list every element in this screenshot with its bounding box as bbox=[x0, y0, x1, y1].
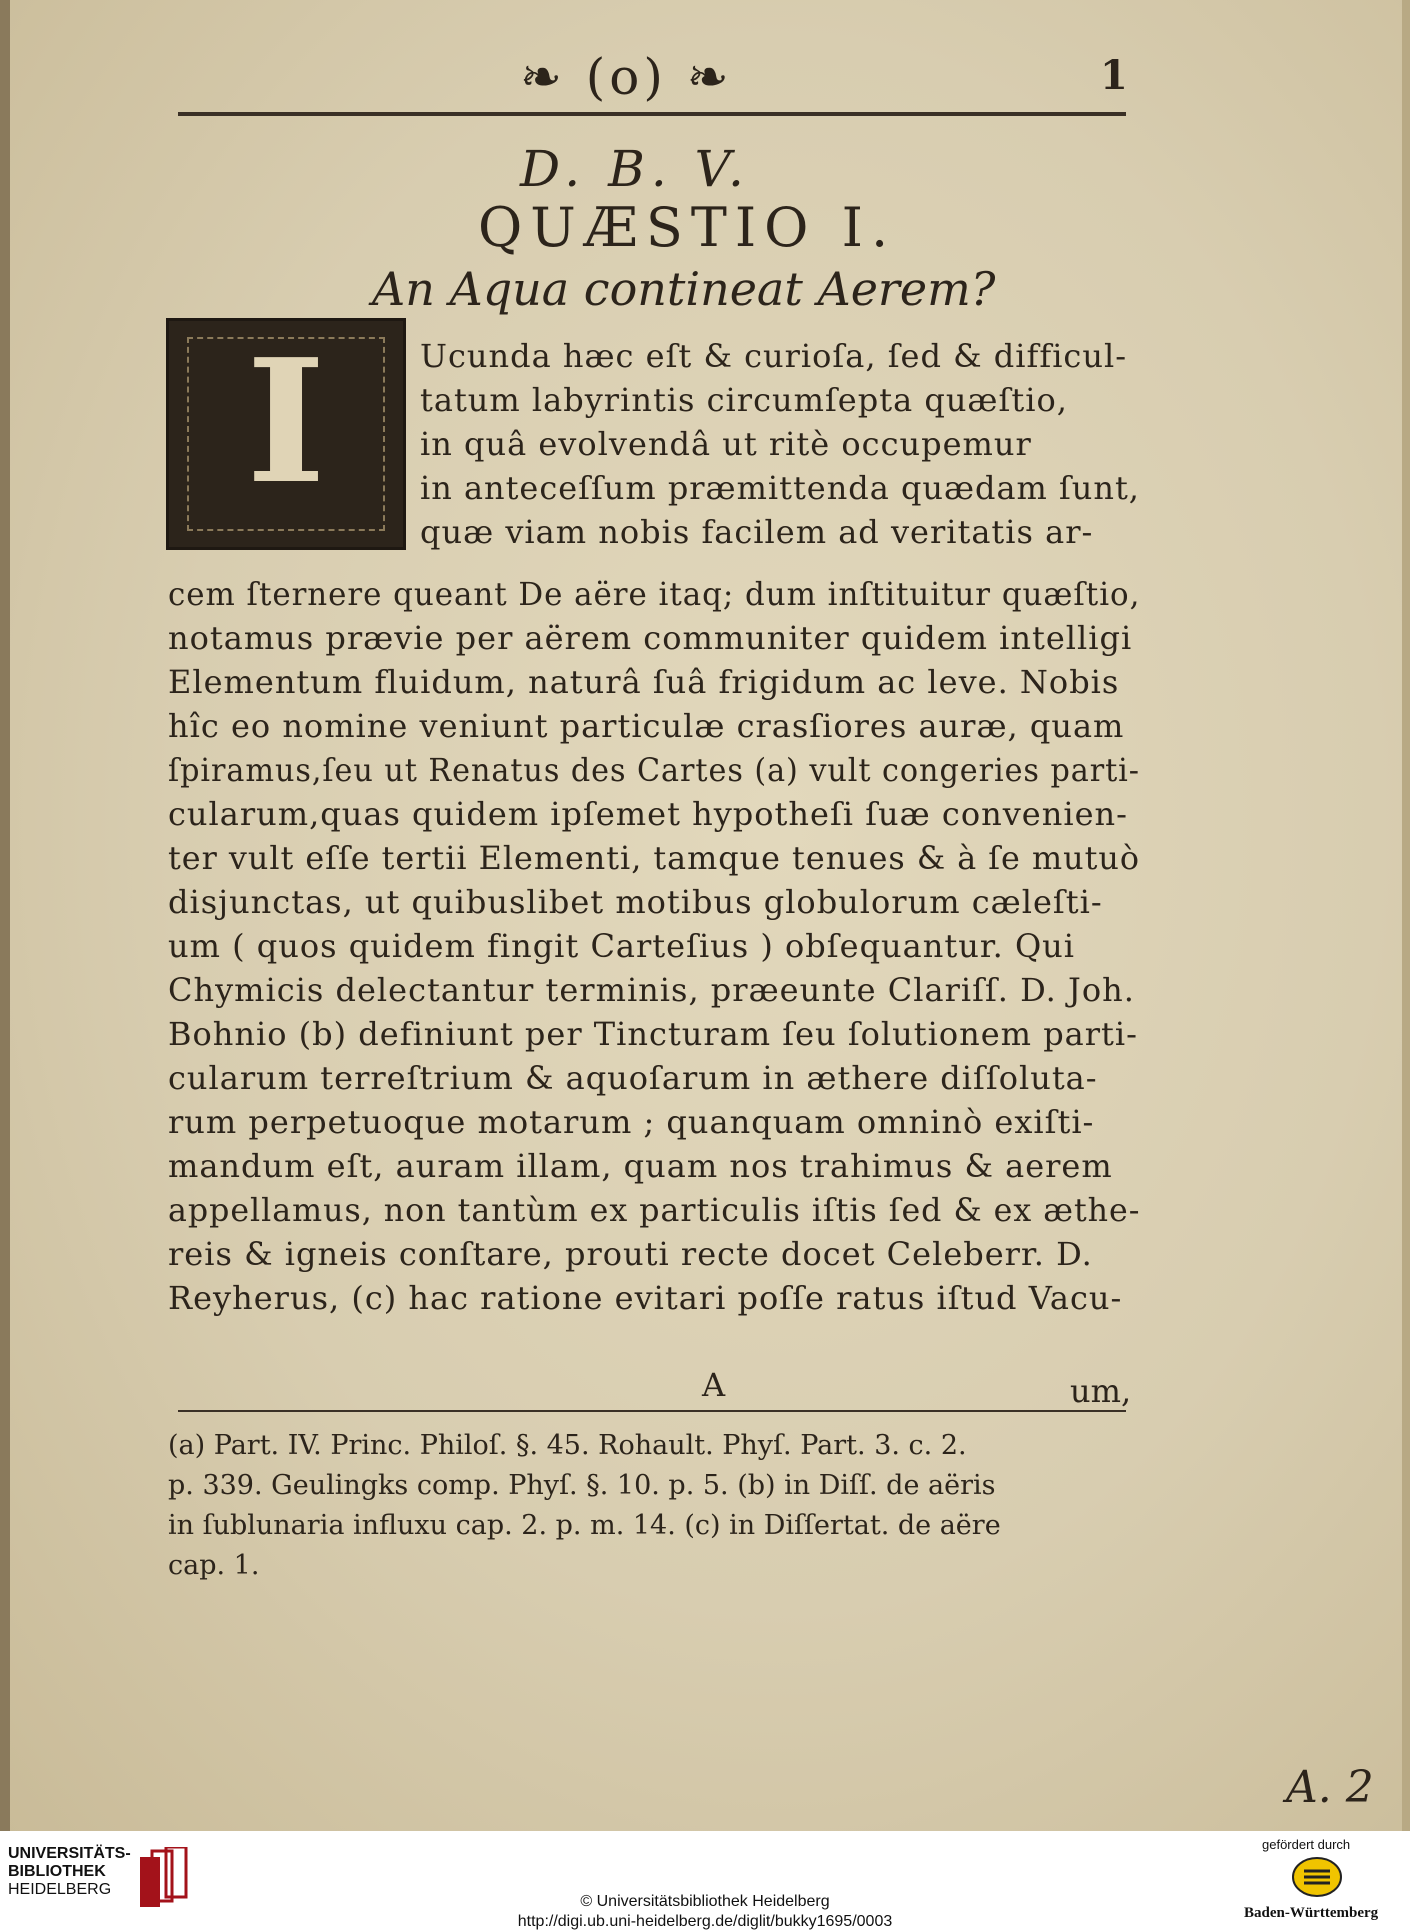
header-rule bbox=[178, 112, 1126, 116]
body-line: Ucunda hæc eſt & curioſa, ſed & difficul- bbox=[420, 337, 1127, 375]
footnote-line: cap. 1. bbox=[168, 1550, 260, 1581]
body-line: in anteceſſum præmittenda quædam ſunt, bbox=[420, 469, 1140, 507]
page-edge-left bbox=[0, 0, 10, 1831]
body-line: ter vult eſſe tertii Elementi, tamque tenues & à ſe mutuò bbox=[168, 839, 1140, 877]
library-city: HEIDELBERG bbox=[8, 1881, 112, 1898]
title-initials: D. B. V. bbox=[520, 140, 750, 198]
body-line: appellamus, non tantùm ex particulis iſtis ſed & ex æthe- bbox=[168, 1191, 1141, 1229]
footnote-line: p. 339. Geulingks comp. Phyſ. §. 10. p. 5. (b) in Diſſ. de aëris bbox=[168, 1470, 996, 1501]
body-line: mandum eſt, auram illam, quam nos trahimus & aerem bbox=[168, 1147, 1113, 1185]
funder-name: Baden-Württemberg bbox=[1244, 1905, 1379, 1921]
library-name-line1: UNIVERSITÄTS- bbox=[8, 1845, 131, 1862]
page-edge-right bbox=[1402, 0, 1410, 1831]
footnote-rule bbox=[178, 1410, 1126, 1412]
permalink[interactable]: http://digi.ub.uni-heidelberg.de/diglit/bukky1695/0003 bbox=[517, 1913, 893, 1930]
catchword: um, bbox=[1070, 1372, 1132, 1410]
question-subtitle: An Aqua contineat Aerem? bbox=[372, 262, 996, 316]
body-line: um ( quos quidem fingit Carteſius ) obſequantur. Qui bbox=[168, 927, 1076, 965]
state-coat-of-arms-icon bbox=[1292, 1857, 1342, 1897]
library-name-line2: BIBLIOTHEK bbox=[8, 1863, 106, 1880]
body-line: rum perpetuoque motarum ; quanquam omninò exiſti- bbox=[168, 1103, 1095, 1141]
decorated-drop-cap bbox=[166, 318, 406, 550]
body-line: reis & igneis conſtare, prouti recte docet Celeberr. D. bbox=[168, 1235, 1093, 1273]
page-title: QUÆSTIO I. bbox=[478, 196, 897, 259]
body-line: quæ viam nobis facilem ad veritatis ar- bbox=[420, 513, 1094, 551]
body-line: notamus prævie per aërem communiter quidem intelligi bbox=[168, 619, 1133, 657]
body-line: Chymicis delectantur terminis, præeunte Clariſſ. D. Joh. bbox=[168, 971, 1135, 1009]
drop-cap-letter: I bbox=[246, 322, 326, 522]
handwritten-signature-mark: A. 2 bbox=[1286, 1762, 1374, 1813]
running-head: ❧ (o) ❧ bbox=[520, 48, 733, 106]
library-name bbox=[8, 1845, 131, 1881]
footnote-line: in ſublunaria influxu cap. 2. p. m. 14. (c) in Diſſertat. de aëre bbox=[168, 1510, 1001, 1541]
body-line: cularum,quas quidem ipſemet hypotheſi ſuæ convenien- bbox=[168, 795, 1128, 833]
funded-by-label: gefördert durch bbox=[1262, 1837, 1351, 1852]
body-line: ſpiramus,ſeu ut Renatus des Cartes (a) vult congeries parti- bbox=[168, 751, 1140, 789]
body-line: Bohnio (b) definiunt per Tincturam ſeu ſolutionem parti- bbox=[168, 1015, 1138, 1053]
copyright-text: © Universitätsbibliothek Heidelberg bbox=[580, 1893, 830, 1910]
page-number: 1 bbox=[1100, 52, 1128, 99]
footnote-line: (a) Part. IV. Princ. Philoſ. §. 45. Rohault. Phyſ. Part. 3. c. 2. bbox=[168, 1430, 967, 1461]
body-line: hîc eo nomine veniunt particulæ crasſiores auræ, quam bbox=[168, 707, 1125, 745]
signature-mark: A bbox=[702, 1366, 726, 1404]
body-line: Elementum fluidum, naturâ ſuâ frigidum ac leve. Nobis bbox=[168, 663, 1120, 701]
body-line: cem ſternere queant De aëre itaq; dum inſtituitur quæſtio, bbox=[168, 575, 1141, 613]
body-line: Reyherus, (c) hac ratione evitari poſſe ratus iſtud Vacu- bbox=[168, 1279, 1123, 1317]
body-line: disjunctas, ut quibuslibet motibus globulorum cæleſti- bbox=[168, 883, 1103, 921]
body-line: in quâ evolvendâ ut ritè occupemur bbox=[420, 425, 1032, 463]
body-line: cularum terreſtrium & aquoſarum in æthere diſſoluta- bbox=[168, 1059, 1098, 1097]
body-line: tatum labyrintis circumſepta quæſtio, bbox=[420, 381, 1068, 419]
footer-bar bbox=[0, 1831, 1410, 1930]
